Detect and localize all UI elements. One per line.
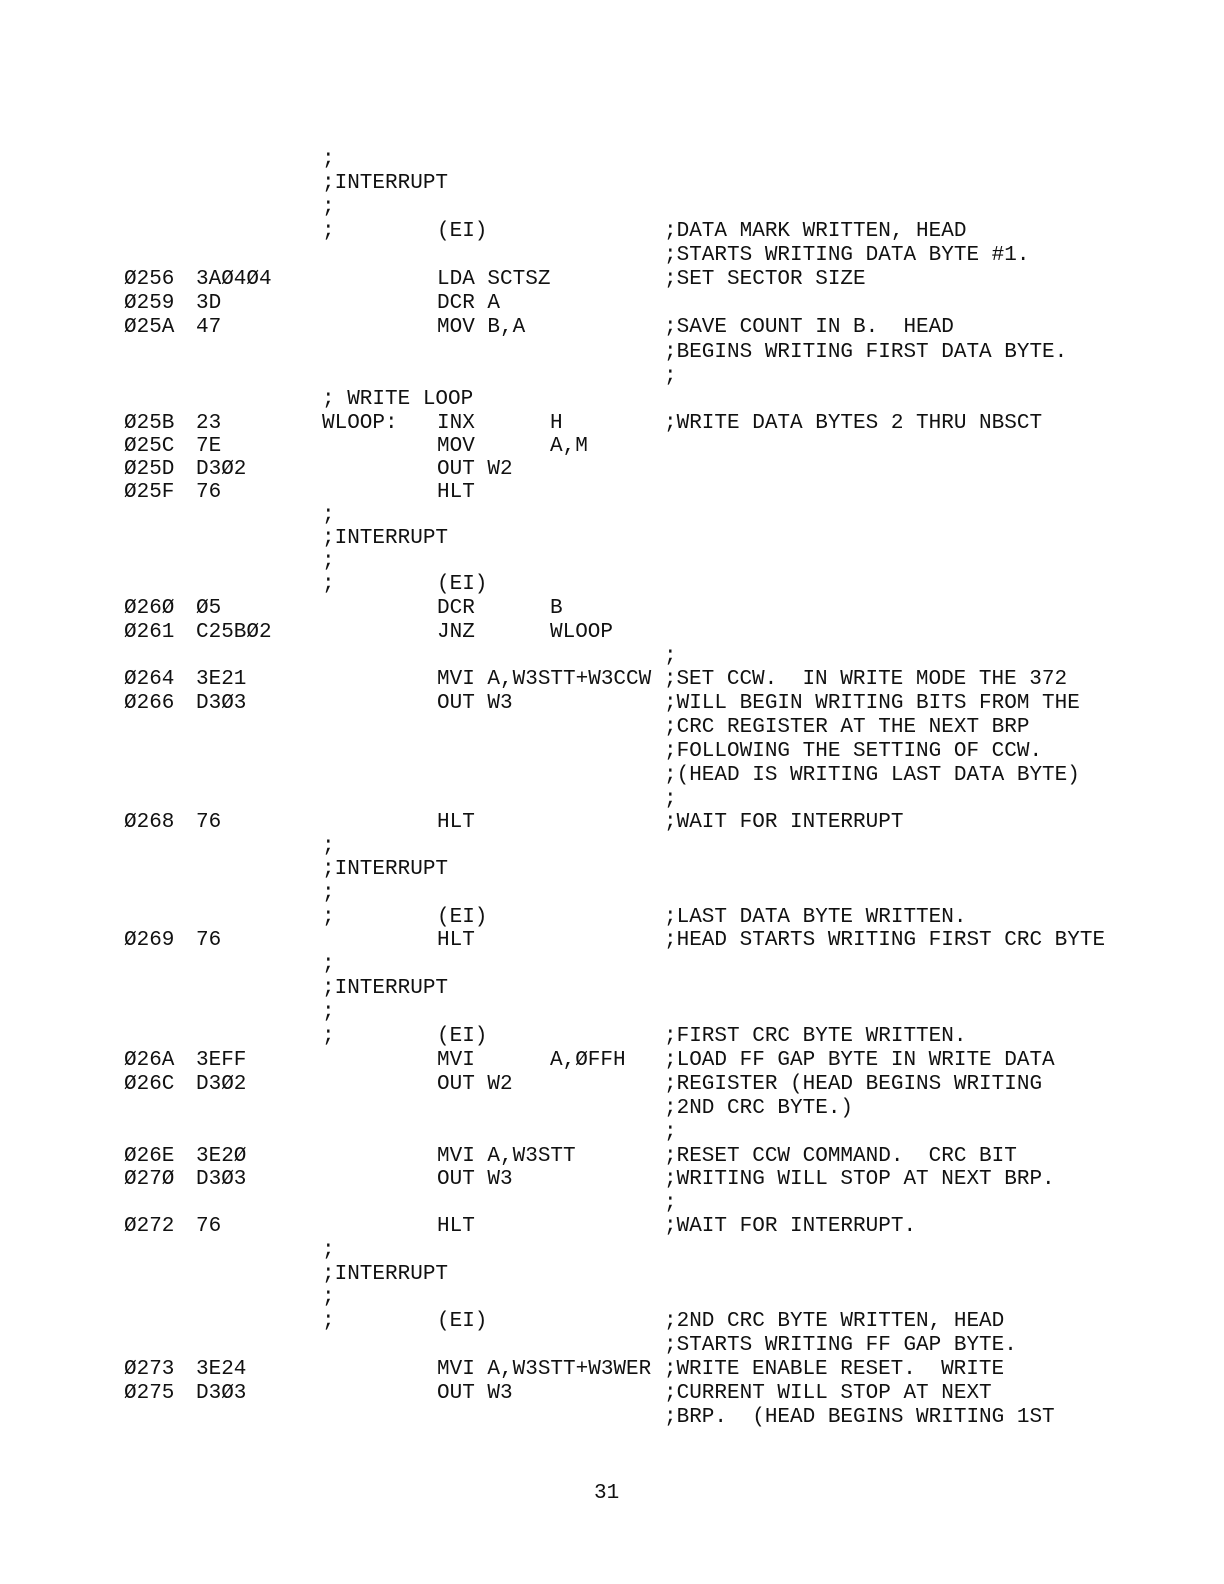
listing-line <box>0 458 1224 482</box>
instruction: MVI A,W3STT+W3WER ;WRITE ENABLE RESET. WRITE <box>437 1358 1005 1381</box>
listing-line <box>0 977 1224 1001</box>
machine-code: 76 <box>196 811 222 834</box>
instruction: DCR <box>437 597 475 620</box>
label: ; WRITE LOOP <box>322 388 474 411</box>
label: ;INTERRUPT <box>322 527 449 550</box>
instruction: HLT <box>437 929 475 952</box>
listing-line <box>0 764 1224 788</box>
instruction: MVI A,W3STT <box>437 1145 576 1168</box>
listing-line <box>0 388 1224 412</box>
address: Ø25D <box>124 458 175 481</box>
listing-line <box>0 1001 1224 1025</box>
machine-code: D3Ø2 <box>196 1073 247 1096</box>
comment: ;WRITING WILL STOP AT NEXT BRP. <box>664 1168 1055 1191</box>
label: ; <box>322 550 335 573</box>
address: Ø273 <box>124 1358 175 1381</box>
instruction: OUT W2 <box>437 458 513 481</box>
instruction: OUT W3 <box>437 692 513 715</box>
listing-line <box>0 573 1224 597</box>
instruction: OUT W2 <box>437 1073 513 1096</box>
listing-line <box>0 316 1224 340</box>
listing-line <box>0 811 1224 835</box>
address: Ø256 <box>124 268 175 291</box>
listing-line <box>0 268 1224 292</box>
label: ; <box>322 882 335 905</box>
comment: ; <box>664 1121 677 1144</box>
label: ; <box>322 1286 335 1309</box>
comment: ;CURRENT WILL STOP AT NEXT <box>664 1382 992 1405</box>
label: ;INTERRUPT <box>322 172 449 195</box>
address: Ø266 <box>124 692 175 715</box>
comment: ;FIRST CRC BYTE WRITTEN. <box>664 1025 967 1048</box>
listing-line <box>0 645 1224 669</box>
machine-code: 3AØ4Ø4 <box>196 268 272 291</box>
comment: ;HEAD STARTS WRITING FIRST CRC BYTE <box>664 929 1106 952</box>
listing-line <box>0 1168 1224 1192</box>
listing-line <box>0 1334 1224 1358</box>
instruction: (EI) <box>437 573 488 596</box>
listing-line <box>0 929 1224 953</box>
label: ;INTERRUPT <box>322 1263 449 1286</box>
listing-line <box>0 196 1224 220</box>
listing-line <box>0 1192 1224 1216</box>
operand: A,ØFFH <box>550 1049 626 1072</box>
address: Ø269 <box>124 929 175 952</box>
listing-line <box>0 716 1224 740</box>
listing-line <box>0 1358 1224 1382</box>
comment: ;SAVE COUNT IN B. HEAD <box>664 316 954 339</box>
comment: ;FOLLOWING THE SETTING OF CCW. <box>664 740 1043 763</box>
listing-line <box>0 365 1224 389</box>
instruction: (EI) <box>437 1310 488 1333</box>
comment: ;STARTS WRITING DATA BYTE #1. <box>664 244 1030 267</box>
address: Ø26Ø <box>124 597 175 620</box>
listing-line <box>0 1097 1224 1121</box>
address: Ø26E <box>124 1145 175 1168</box>
comment: ;WAIT FOR INTERRUPT. <box>664 1215 917 1238</box>
instruction: OUT W3 <box>437 1382 513 1405</box>
page-number: 31 <box>594 1482 620 1505</box>
machine-code: 3E2Ø <box>196 1145 247 1168</box>
comment: ; <box>664 1192 677 1215</box>
label: ; <box>322 953 335 976</box>
listing-line <box>0 244 1224 268</box>
comment: ;BRP. (HEAD BEGINS WRITING 1ST <box>664 1406 1055 1429</box>
listing-line <box>0 220 1224 244</box>
comment: ; <box>664 788 677 811</box>
instruction: HLT <box>437 811 475 834</box>
label: ; <box>322 1001 335 1024</box>
address: Ø264 <box>124 668 175 691</box>
label: ; <box>322 1239 335 1262</box>
comment: ;CRC REGISTER AT THE NEXT BRP <box>664 716 1030 739</box>
comment: ;SET SECTOR SIZE <box>664 268 866 291</box>
label: ; <box>322 196 335 219</box>
instruction: INX <box>437 412 475 435</box>
machine-code: 47 <box>196 316 222 339</box>
listing-line <box>0 835 1224 859</box>
machine-code: 3D <box>196 292 222 315</box>
listing-line <box>0 882 1224 906</box>
operand: H <box>550 412 563 435</box>
comment: ;WAIT FOR INTERRUPT <box>664 811 904 834</box>
address: Ø275 <box>124 1382 175 1405</box>
listing-line <box>0 412 1224 436</box>
address: Ø268 <box>124 811 175 834</box>
listing-line <box>0 668 1224 692</box>
comment: ;DATA MARK WRITTEN, HEAD <box>664 220 967 243</box>
comment: ; <box>664 365 677 388</box>
machine-code: 76 <box>196 481 222 504</box>
instruction: MVI A,W3STT+W3CCW ;SET CCW. IN WRITE MODE THE 372 <box>437 668 1068 691</box>
machine-code: D3Ø3 <box>196 1168 247 1191</box>
address: Ø25A <box>124 316 175 339</box>
address: Ø272 <box>124 1215 175 1238</box>
address: Ø25F <box>124 481 175 504</box>
machine-code: D3Ø3 <box>196 692 247 715</box>
label: ;INTERRUPT <box>322 977 449 1000</box>
listing-line <box>0 341 1224 365</box>
label: ; <box>322 1310 335 1333</box>
comment: ;REGISTER (HEAD BEGINS WRITING <box>664 1073 1043 1096</box>
instruction: (EI) <box>437 1025 488 1048</box>
instruction: MOV B,A <box>437 316 526 339</box>
comment: ;WRITE DATA BYTES 2 THRU NBSCT <box>664 412 1043 435</box>
listing-line <box>0 1215 1224 1239</box>
listing-line <box>0 1121 1224 1145</box>
listing-line <box>0 172 1224 196</box>
machine-code: C25BØ2 <box>196 621 272 644</box>
listing-line <box>0 148 1224 172</box>
label: ; <box>322 906 335 929</box>
operand: A,M <box>550 435 588 458</box>
operand: WLOOP <box>550 621 614 644</box>
listing-line <box>0 621 1224 645</box>
listing-line <box>0 1286 1224 1310</box>
listing-line <box>0 597 1224 621</box>
operand: B <box>550 597 563 620</box>
listing-line <box>0 1073 1224 1097</box>
comment: ;2ND CRC BYTE WRITTEN, HEAD <box>664 1310 1005 1333</box>
instruction: LDA SCTSZ <box>437 268 551 291</box>
listing-line <box>0 1406 1224 1430</box>
label: ; <box>322 504 335 527</box>
label: ; <box>322 835 335 858</box>
listing-line <box>0 481 1224 505</box>
label: WLOOP: <box>322 412 398 435</box>
listing-line <box>0 1025 1224 1049</box>
address: Ø25C <box>124 435 175 458</box>
listing-line <box>0 858 1224 882</box>
comment: ;2ND CRC BYTE.) <box>664 1097 854 1120</box>
listing-line <box>0 906 1224 930</box>
comment: ;LAST DATA BYTE WRITTEN. <box>664 906 967 929</box>
comment: ;LOAD FF GAP BYTE IN WRITE DATA <box>664 1049 1055 1072</box>
listing-line <box>0 740 1224 764</box>
instruction: DCR A <box>437 292 501 315</box>
listing-line <box>0 527 1224 551</box>
listing-line <box>0 550 1224 574</box>
instruction: HLT <box>437 481 475 504</box>
comment: ;RESET CCW COMMAND. CRC BIT <box>664 1145 1017 1168</box>
machine-code: 76 <box>196 929 222 952</box>
comment: ; <box>664 645 677 668</box>
machine-code: 76 <box>196 1215 222 1238</box>
instruction: MVI <box>437 1049 475 1072</box>
instruction: (EI) <box>437 906 488 929</box>
listing-line <box>0 292 1224 316</box>
comment: ;BEGINS WRITING FIRST DATA BYTE. <box>664 341 1068 364</box>
address: Ø261 <box>124 621 175 644</box>
listing-line <box>0 1382 1224 1406</box>
listing-line <box>0 435 1224 459</box>
label: ; <box>322 573 335 596</box>
instruction: (EI) <box>437 220 488 243</box>
machine-code: 7E <box>196 435 222 458</box>
machine-code: D3Ø3 <box>196 1382 247 1405</box>
label: ; <box>322 1025 335 1048</box>
listing-line <box>0 1263 1224 1287</box>
listing-line <box>0 1310 1224 1334</box>
machine-code: 3E24 <box>196 1358 247 1381</box>
listing-line <box>0 504 1224 528</box>
machine-code: D3Ø2 <box>196 458 247 481</box>
instruction: HLT <box>437 1215 475 1238</box>
comment: ;(HEAD IS WRITING LAST DATA BYTE) <box>664 764 1080 787</box>
instruction: JNZ <box>437 621 475 644</box>
listing-line <box>0 692 1224 716</box>
listing-line <box>0 953 1224 977</box>
listing-line <box>0 1145 1224 1169</box>
listing-line <box>0 1239 1224 1263</box>
address: Ø25B <box>124 412 175 435</box>
address: Ø27Ø <box>124 1168 175 1191</box>
machine-code: 3EFF <box>196 1049 247 1072</box>
instruction: MOV <box>437 435 475 458</box>
address: Ø259 <box>124 292 175 315</box>
machine-code: 23 <box>196 412 222 435</box>
comment: ;STARTS WRITING FF GAP BYTE. <box>664 1334 1017 1357</box>
label: ; <box>322 148 335 171</box>
label: ;INTERRUPT <box>322 858 449 881</box>
machine-code: Ø5 <box>196 597 222 620</box>
listing-line <box>0 1049 1224 1073</box>
machine-code: 3E21 <box>196 668 247 691</box>
address: Ø26C <box>124 1073 175 1096</box>
listing-line <box>0 788 1224 812</box>
comment: ;WILL BEGIN WRITING BITS FROM THE <box>664 692 1080 715</box>
label: ; <box>322 220 335 243</box>
address: Ø26A <box>124 1049 175 1072</box>
instruction: OUT W3 <box>437 1168 513 1191</box>
